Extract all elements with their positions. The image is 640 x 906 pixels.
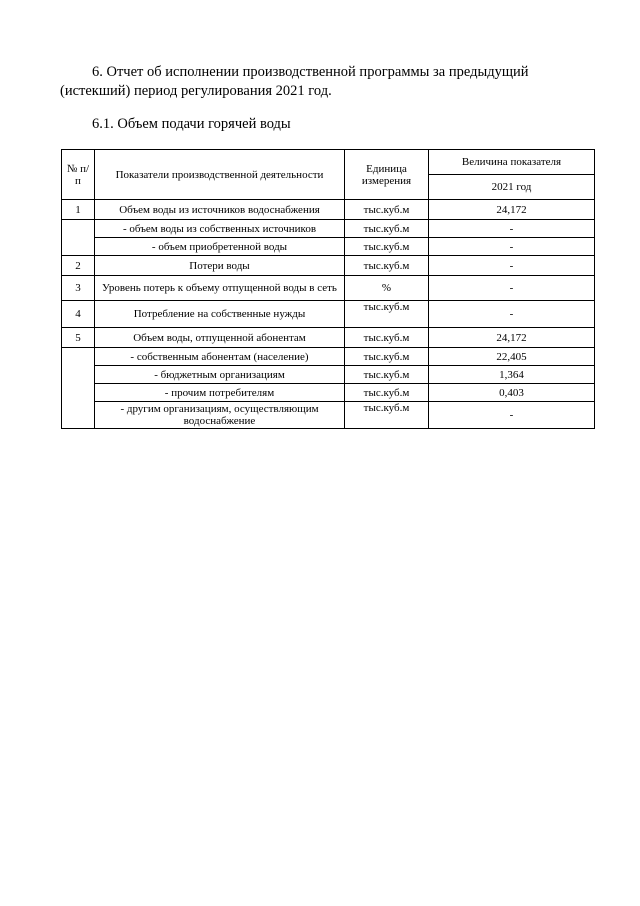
row-value: - bbox=[429, 276, 595, 301]
table-row bbox=[62, 200, 595, 220]
table-row bbox=[62, 348, 595, 366]
table-row bbox=[62, 366, 595, 384]
row-indicator: - собственным абонентам (население) bbox=[95, 348, 345, 366]
row-indicator: - бюджетным организациям bbox=[95, 366, 345, 384]
table-row bbox=[62, 384, 595, 402]
table-row bbox=[62, 256, 595, 276]
row-number: 5 bbox=[62, 328, 95, 348]
header-value-group: Величина показателя bbox=[429, 150, 595, 175]
row-unit: тыс.куб.м bbox=[345, 301, 429, 328]
subsection-heading: 6.1. Объем подачи горячей воды bbox=[92, 116, 291, 132]
row-value: 24,172 bbox=[429, 328, 595, 348]
row-unit: тыс.куб.м bbox=[345, 256, 429, 276]
table-row bbox=[62, 238, 595, 256]
row-unit: тыс.куб.м bbox=[345, 348, 429, 366]
row-indicator: Потери воды bbox=[95, 256, 345, 276]
row-unit: тыс.куб.м bbox=[345, 402, 429, 429]
table-row bbox=[62, 220, 595, 238]
row-unit: тыс.куб.м bbox=[345, 220, 429, 238]
row-value: - bbox=[429, 301, 595, 328]
table-row bbox=[62, 328, 595, 348]
table-header-row bbox=[62, 150, 595, 175]
row-unit: тыс.куб.м bbox=[345, 328, 429, 348]
row-indicator: Объем воды из источников водоснабжения bbox=[95, 200, 345, 220]
row-indicator: - прочим потребителям bbox=[95, 384, 345, 402]
water-supply-table bbox=[61, 149, 595, 429]
row-indicator: - объем воды из собственных источников bbox=[95, 220, 345, 238]
row-value: - bbox=[429, 402, 595, 429]
row-unit: тыс.куб.м bbox=[345, 366, 429, 384]
row-unit: тыс.куб.м bbox=[345, 238, 429, 256]
table-row bbox=[62, 301, 595, 328]
row-number: 3 bbox=[62, 276, 95, 301]
row-indicator: - объем приобретенной воды bbox=[95, 238, 345, 256]
row-unit: % bbox=[345, 276, 429, 301]
row-indicator: Потребление на собственные нужды bbox=[95, 301, 345, 328]
row-number: 4 bbox=[62, 301, 95, 328]
row-indicator: - другим организациям, осуществляющим водоснабжение bbox=[95, 402, 345, 429]
row-value: - bbox=[429, 256, 595, 276]
row-unit: тыс.куб.м bbox=[345, 200, 429, 220]
row-number bbox=[62, 220, 95, 256]
row-value: - bbox=[429, 220, 595, 238]
row-value: 22,405 bbox=[429, 348, 595, 366]
row-indicator: Объем воды, отпущенной абонентам bbox=[95, 328, 345, 348]
row-value: - bbox=[429, 238, 595, 256]
header-number: № п/п bbox=[62, 150, 95, 200]
row-number bbox=[62, 348, 95, 429]
header-unit: Единица измерения bbox=[345, 150, 429, 200]
row-indicator: Уровень потерь к объему отпущенной воды в сеть bbox=[95, 276, 345, 301]
section-heading: 6. Отчет об исполнении производственной программы за предыдущий (истекший) период регулирования 2021 год. bbox=[60, 64, 529, 99]
header-year: 2021 год bbox=[429, 175, 595, 200]
table-row bbox=[62, 276, 595, 301]
row-value: 24,172 bbox=[429, 200, 595, 220]
row-unit: тыс.куб.м bbox=[345, 384, 429, 402]
header-indicator: Показатели производственной деятельности bbox=[95, 150, 345, 200]
row-value: 1,364 bbox=[429, 366, 595, 384]
row-value: 0,403 bbox=[429, 384, 595, 402]
row-number: 2 bbox=[62, 256, 95, 276]
row-number: 1 bbox=[62, 200, 95, 220]
table-row bbox=[62, 402, 595, 429]
